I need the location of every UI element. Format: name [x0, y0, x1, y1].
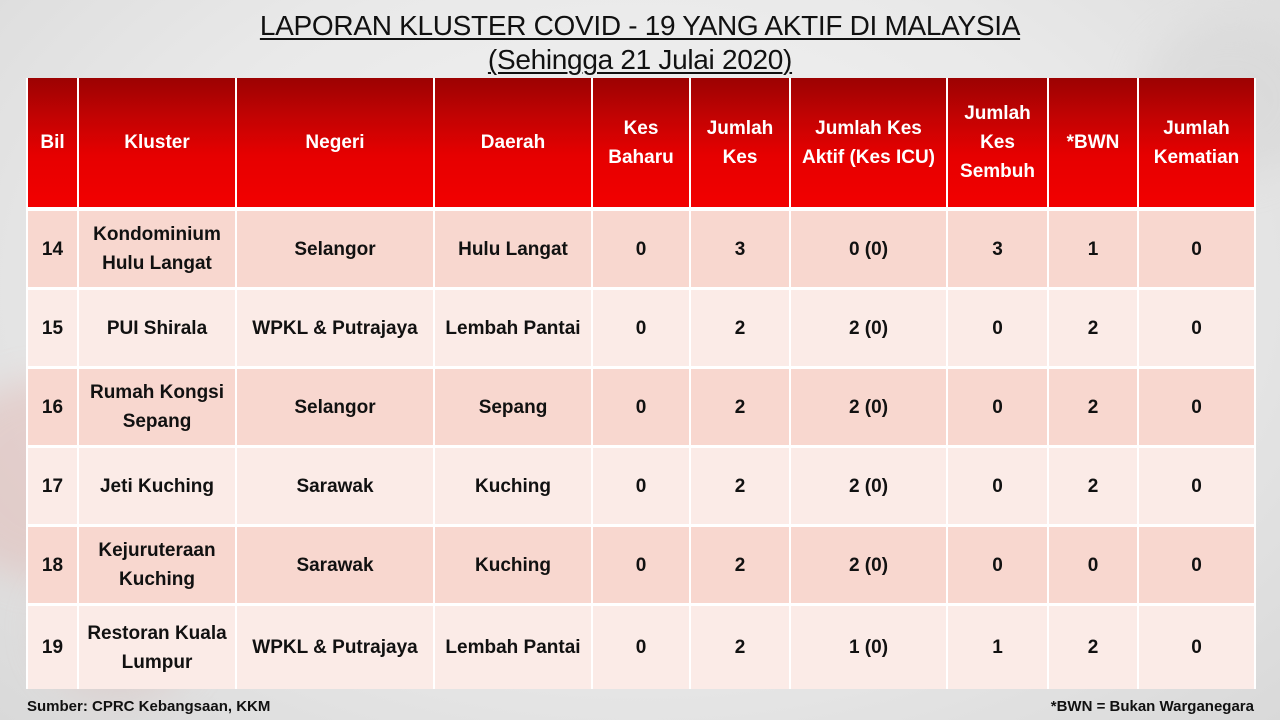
cell-bwn: 2 [1048, 289, 1138, 368]
cell-kematian: 0 [1138, 289, 1255, 368]
header-jumlah-kes: Jumlah Kes [690, 78, 790, 209]
cell-daerah: Hulu Langat [434, 209, 592, 289]
cell-kes-baharu: 0 [592, 605, 690, 690]
report-subtitle-date: (Sehingga 21 Julai 2020) [487, 44, 793, 75]
header-kluster: Kluster [78, 78, 236, 209]
cell-negeri: Selangor [236, 209, 434, 289]
cell-kluster: Rumah Kongsi Sepang [78, 368, 236, 447]
cell-kes-sembuh: 1 [947, 605, 1048, 690]
cell-bwn: 2 [1048, 368, 1138, 447]
cell-bwn: 2 [1048, 605, 1138, 690]
cell-bwn: 0 [1048, 526, 1138, 605]
cell-kluster: Jeti Kuching [78, 447, 236, 526]
header-bil: Bil [27, 78, 78, 209]
cell-kes-baharu: 0 [592, 368, 690, 447]
cell-bil: 14 [27, 209, 78, 289]
cell-kematian: 0 [1138, 209, 1255, 289]
cell-bil: 18 [27, 526, 78, 605]
header-jumlah-kes-sembuh: Jumlah Kes Sembuh [947, 78, 1048, 209]
cell-negeri: WPKL & Putrajaya [236, 605, 434, 690]
cell-kluster: Kejuruteraan Kuching [78, 526, 236, 605]
cell-daerah: Kuching [434, 447, 592, 526]
cell-kes-baharu: 0 [592, 209, 690, 289]
table-row [27, 605, 1255, 690]
cell-bil: 19 [27, 605, 78, 690]
header-kes-baharu: Kes Baharu [592, 78, 690, 209]
header-negeri: Negeri [236, 78, 434, 209]
cell-jumlah-kes: 3 [690, 209, 790, 289]
cell-daerah: Lembah Pantai [434, 289, 592, 368]
cell-kluster: Kondominium Hulu Langat [78, 209, 236, 289]
cell-bwn: 1 [1048, 209, 1138, 289]
cell-kematian: 0 [1138, 447, 1255, 526]
cell-jumlah-kes: 2 [690, 605, 790, 690]
cell-kes-aktif: 2 (0) [790, 526, 947, 605]
cell-jumlah-kes: 2 [690, 289, 790, 368]
cell-kematian: 0 [1138, 605, 1255, 690]
table-header-row [27, 78, 1255, 209]
cell-kes-aktif: 2 (0) [790, 447, 947, 526]
cell-kes-baharu: 0 [592, 526, 690, 605]
cell-kes-sembuh: 3 [947, 209, 1048, 289]
cell-kluster: PUI Shirala [78, 289, 236, 368]
header-bwn: *BWN [1048, 78, 1138, 209]
cell-negeri: Sarawak [236, 447, 434, 526]
cell-bil: 16 [27, 368, 78, 447]
cluster-table [26, 78, 1256, 689]
table-row [27, 209, 1255, 289]
cell-kes-sembuh: 0 [947, 289, 1048, 368]
cell-kematian: 0 [1138, 526, 1255, 605]
cell-bil: 17 [27, 447, 78, 526]
table-row [27, 447, 1255, 526]
cell-negeri: Sarawak [236, 526, 434, 605]
cell-jumlah-kes: 2 [690, 368, 790, 447]
cell-negeri: WPKL & Putrajaya [236, 289, 434, 368]
cell-kluster: Restoran Kuala Lumpur [78, 605, 236, 690]
report-title: LAPORAN KLUSTER COVID - 19 YANG AKTIF DI MALAYSIA [259, 10, 1021, 41]
bwn-footnote: *BWN = Bukan Warganegara [1050, 698, 1254, 715]
cell-kes-sembuh: 0 [947, 526, 1048, 605]
cell-daerah: Kuching [434, 526, 592, 605]
table-row [27, 526, 1255, 605]
source-note: Sumber: CPRC Kebangsaan, KKM [27, 698, 271, 715]
cell-jumlah-kes: 2 [690, 526, 790, 605]
cell-kes-aktif: 0 (0) [790, 209, 947, 289]
cell-kes-baharu: 0 [592, 447, 690, 526]
cell-kes-aktif: 1 (0) [790, 605, 947, 690]
cell-kes-baharu: 0 [592, 289, 690, 368]
cell-bil: 15 [27, 289, 78, 368]
header-jumlah-kematian: Jumlah Kematian [1138, 78, 1255, 209]
header-daerah: Daerah [434, 78, 592, 209]
cell-kes-aktif: 2 (0) [790, 368, 947, 447]
cell-kes-aktif: 2 (0) [790, 289, 947, 368]
header-jumlah-kes-aktif: Jumlah Kes Aktif (Kes ICU) [790, 78, 947, 209]
cell-kematian: 0 [1138, 368, 1255, 447]
cell-daerah: Sepang [434, 368, 592, 447]
cluster-table-container [26, 78, 1254, 689]
cell-kes-sembuh: 0 [947, 447, 1048, 526]
cell-negeri: Selangor [236, 368, 434, 447]
cell-daerah: Lembah Pantai [434, 605, 592, 690]
cell-jumlah-kes: 2 [690, 447, 790, 526]
table-row [27, 289, 1255, 368]
cell-kes-sembuh: 0 [947, 368, 1048, 447]
table-row [27, 368, 1255, 447]
cell-bwn: 2 [1048, 447, 1138, 526]
